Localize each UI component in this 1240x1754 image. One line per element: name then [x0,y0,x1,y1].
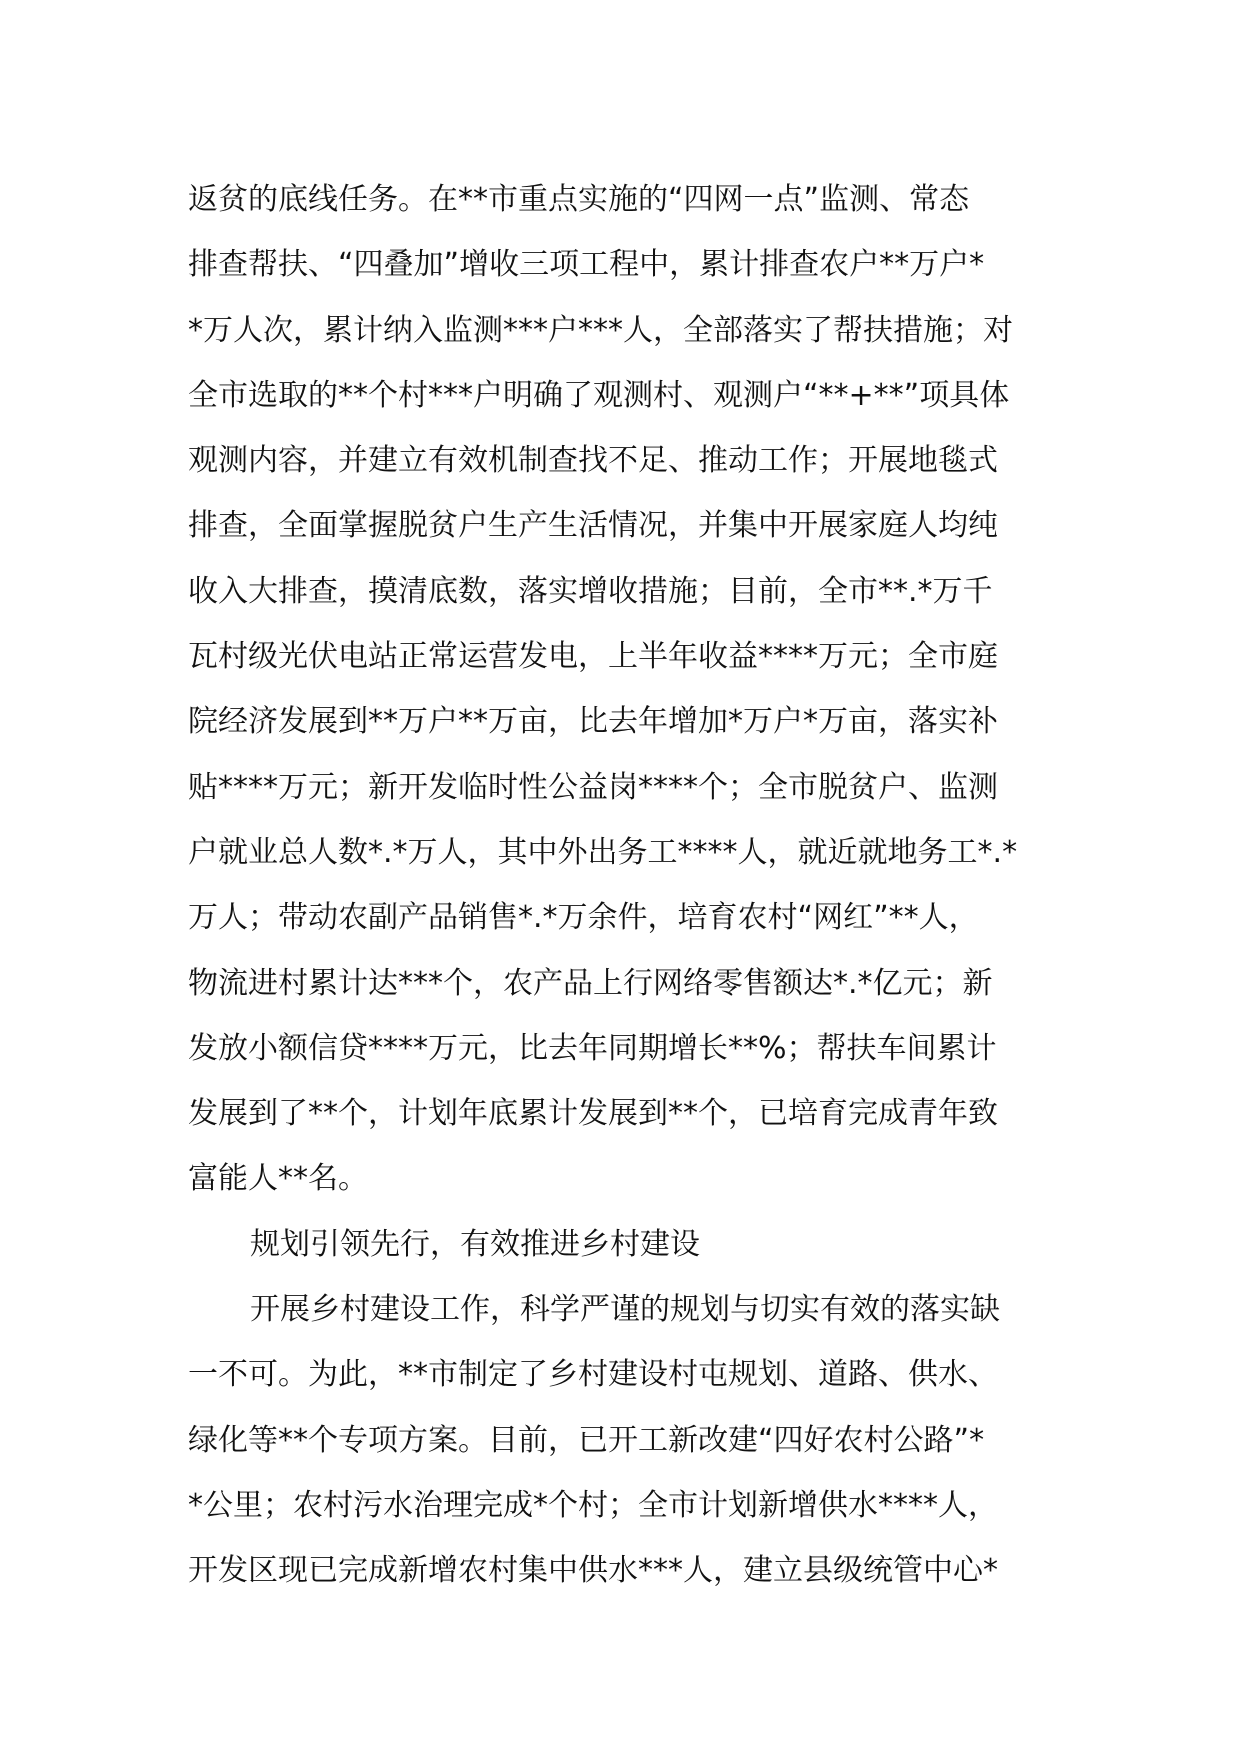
text-line: 绿化等**个专项方案。目前，已开工新改建“四好农村公路”* [188,1422,985,1458]
text-line: 物流进村累计达***个，农产品上行网络零售额达*.*亿元；新 [188,965,993,1001]
text-line: 户就业总人数*.*万人，其中外出务工****人，就近就地务工*.* [188,834,1018,870]
text-line: 万人；带动农副产品销售*.*万余件，培育农村“网红”**人， [188,900,979,936]
body-text [188,167,1068,1604]
text-line: 观测内容，并建立有效机制查找不足、推动工作；开展地毯式 [188,443,998,479]
text-line: 一不可。为此，**市制定了乡村建设村屯规划、道路、供水、 [188,1357,998,1393]
text-line: 发放小额信贷****万元，比去年同期增长**%；帮扶车间累计 [188,1030,997,1066]
text-line: 全市选取的**个村***户明确了观测村、观测户“**+**”项具体 [188,377,1010,413]
text-line: 贴****万元；新开发临时性公益岗****个；全市脱贫户、监测 [188,769,998,805]
text-line: 开发区现已完成新增农村集中供水***人，建立县级统管中心* [188,1553,998,1589]
text-line: 收入大排查，摸清底数，落实增收措施；目前，全市**.*万千 [188,573,993,609]
text-line: 排查，全面掌握脱贫户生产生活情况，并集中开展家庭人均纯 [188,508,998,544]
text-line: *公里；农村污水治理完成*个村；全市计划新增供水****人， [188,1487,998,1523]
text-line: 返贫的底线任务。在**市重点实施的“四网一点”监测、常态 [188,182,970,217]
text-line: 发展到了**个，计划年底累计发展到**个，已培育完成青年致 [188,1096,998,1132]
text-line: 院经济发展到**万户**万亩，比去年增加*万户*万亩，落实补 [188,704,998,740]
section-heading: 规划引领先行，有效推进乡村建设 [250,1226,700,1262]
text-line: 富能人**名。 [188,1161,368,1197]
text-line: *万人次，累计纳入监测***户***人，全部落实了帮扶措施；对 [188,312,1013,348]
text-line: 瓦村级光伏电站正常运营发电，上半年收益****万元；全市庭 [188,639,998,675]
text-line: 排查帮扶、“四叠加”增收三项工程中，累计排查农户**万户* [188,247,985,283]
paragraph-first-line: 开展乡村建设工作，科学严谨的规划与切实有效的落实缺 [250,1292,1000,1328]
